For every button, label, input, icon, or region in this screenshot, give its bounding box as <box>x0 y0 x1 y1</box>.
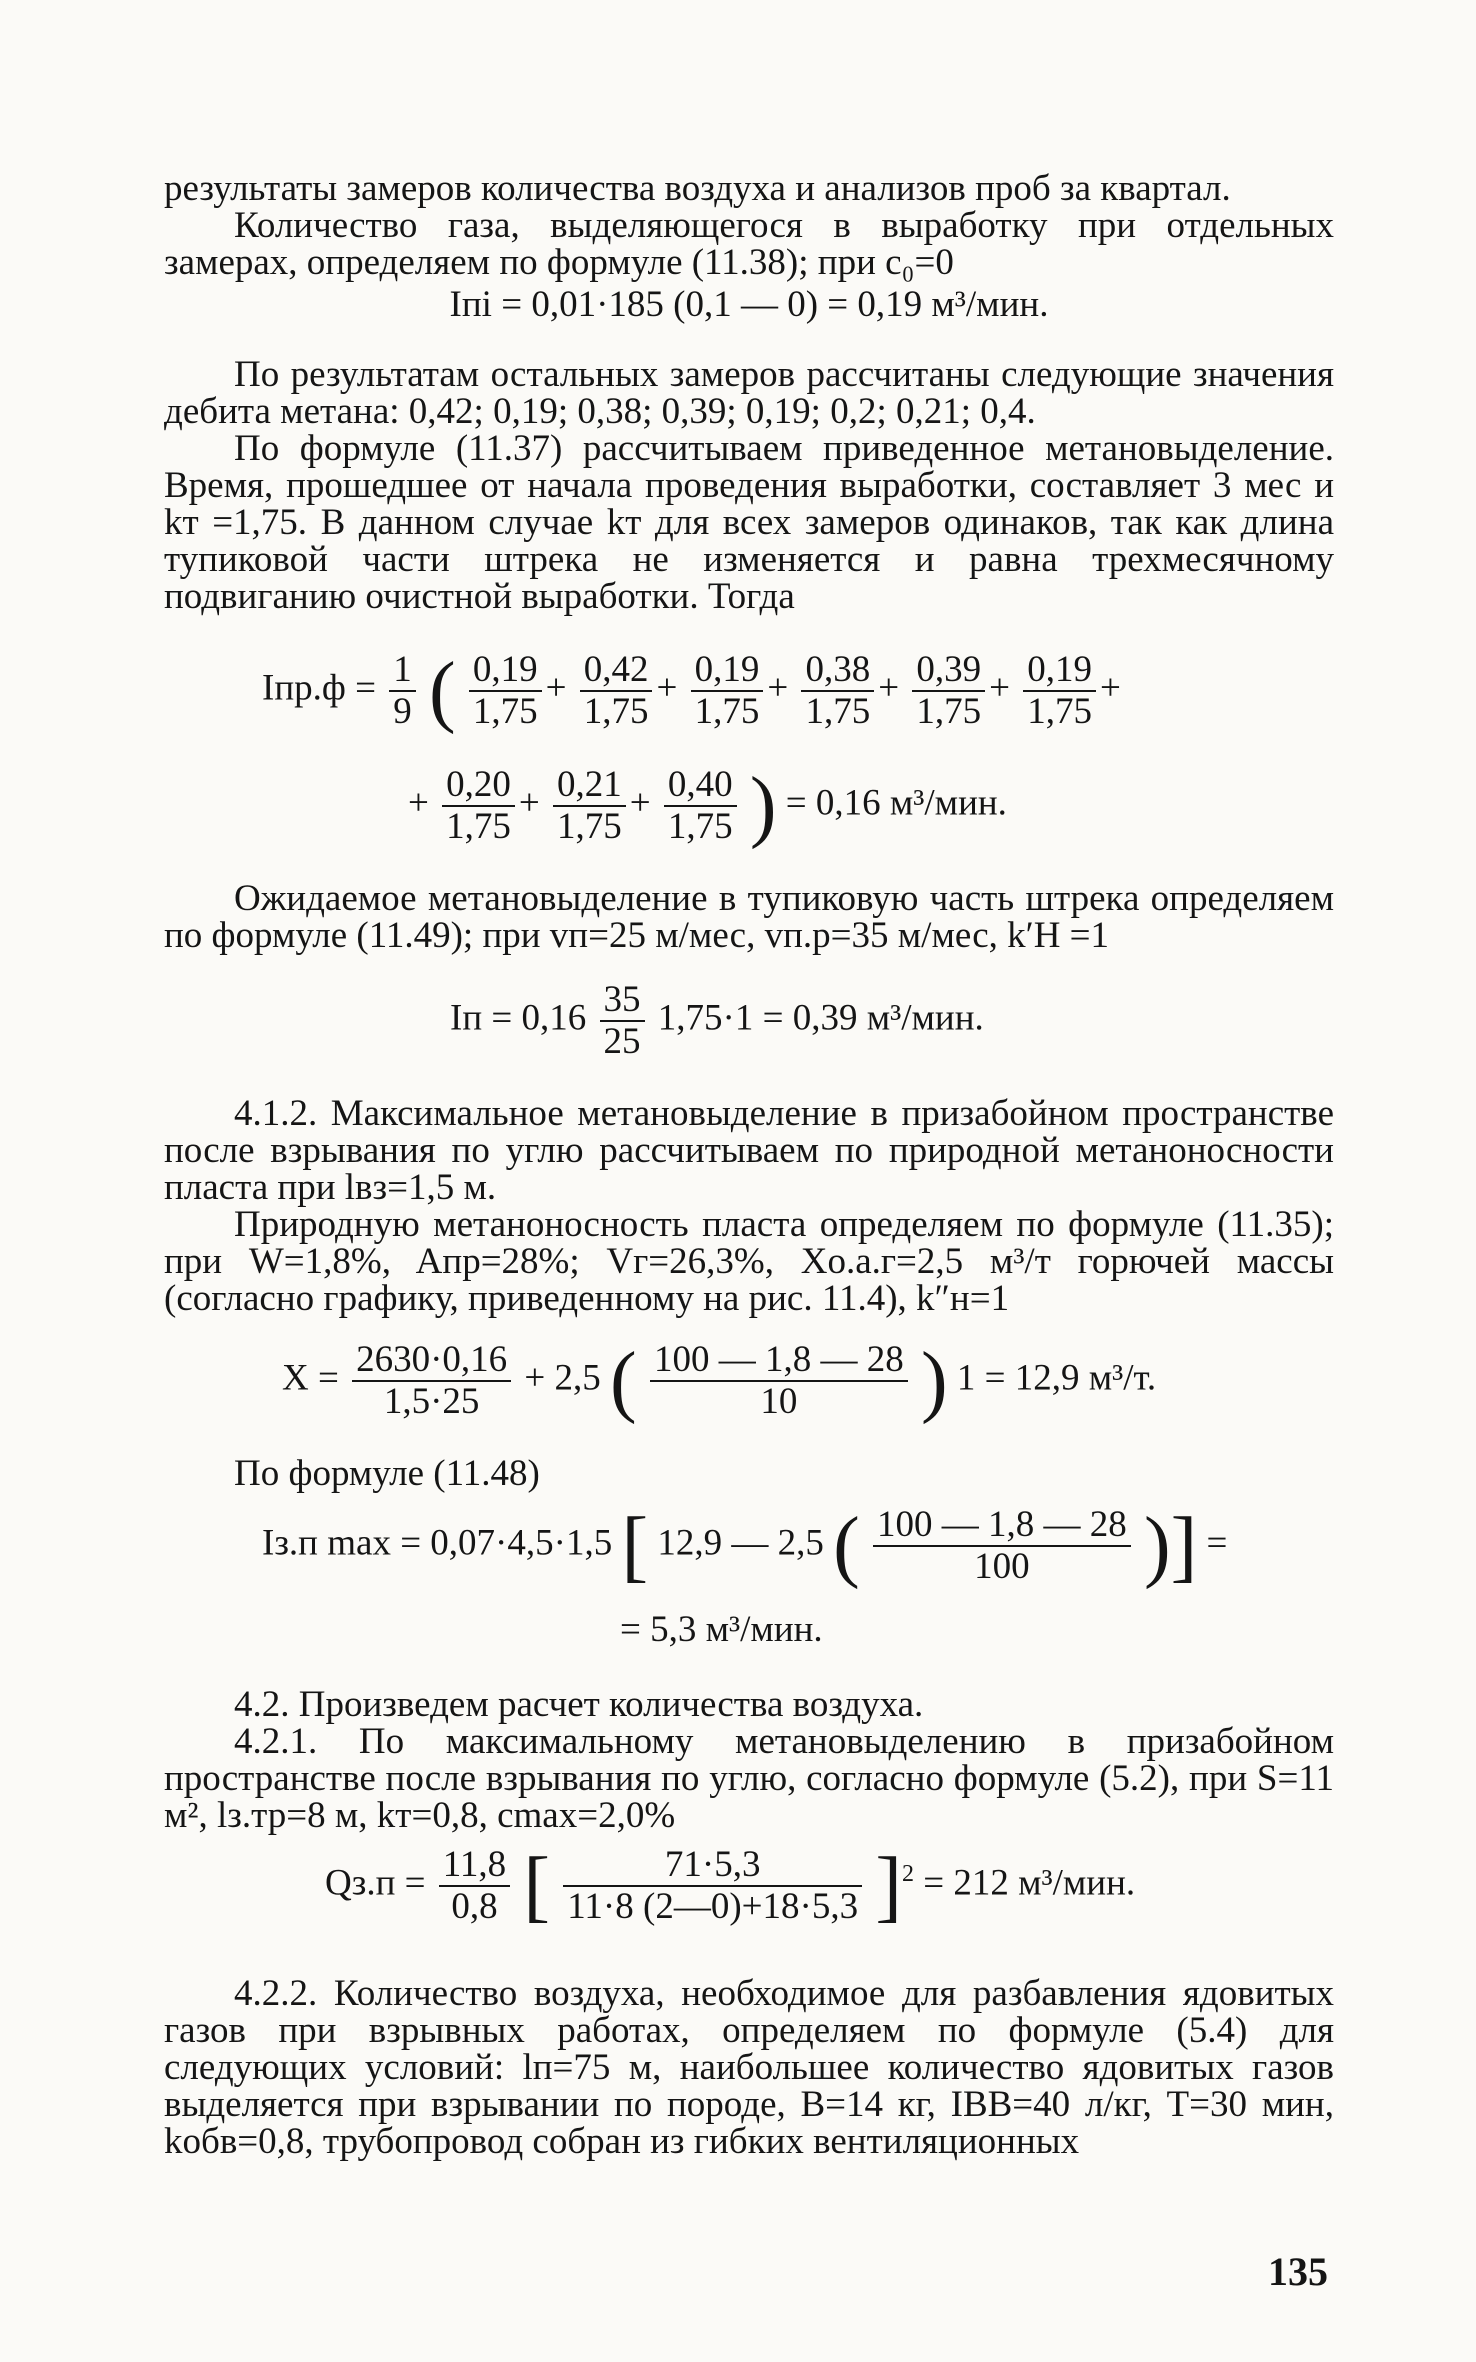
f2-term-4: $\frac{0,38}{1,75}$ <box>801 650 874 732</box>
formula-gas-single: Iпi = 0,01·185 (0,1 — 0) = 0,19 м³/мин. <box>449 284 1049 325</box>
paragraph-block-air <box>164 1686 1334 1834</box>
paragraph-3: По результатам остальных замеров рассчитаны следующие значения дебита метана: 0,42; 0,19; 0,38; 0,39; 0,19; 0,2; 0,21; 0,4. <box>164 354 1334 432</box>
f5-inner: 12,9 — 2,5 <box>657 1522 824 1564</box>
f2-paren-open: ( <box>428 647 456 735</box>
f2-term-5: $\frac{0,39}{1,75}$ <box>912 650 985 732</box>
f4-mid: + 2,5 <box>524 1357 601 1399</box>
f3-lhs: Iп = 0,16 <box>450 997 587 1039</box>
f2-term-8: $\frac{0,21}{1,75}$ <box>553 765 626 847</box>
formula-max-methane-result: = 5,3 м³/мин. <box>620 1609 823 1650</box>
f5-equals: = <box>1206 1522 1228 1564</box>
f6-power: 2 <box>901 1861 914 1888</box>
page-number: 135 <box>1268 2249 1328 2294</box>
formula-reduced-methane-line2: + $\frac{0,20}{1,75}$ + $\frac{0,21}{1,75}$ + $\frac{0,40}{1,75}$ ) = 0,16 м³/мин. <box>408 762 1007 850</box>
f4-frac-1: $\frac{2630\cdot 0,16}{1,5\cdot 25}$ <box>352 1340 511 1422</box>
paragraph-11: 4.2.2. Количество воздуха, необходимое для разбавления ядовитых газов при взрывных работах, определяем по формуле (5.4) для следующих условий: lп=75 м, наибольшее количество ядовитых газов выделяется при взрывании по породе, B=14 кг, IВВ=40 л/кг, T=30 мин, kобв=0,8, трубопровод собран из гибких вентиляционных <box>164 1973 1334 2162</box>
f6-lhs: Qз.п = <box>325 1862 426 1904</box>
paragraph-5: Ожидаемое метановыделение в тупиковую часть штрека определяем по формуле (11.49); при vп=25 м/мес, vп.р=35 м/мес, k′H =1 <box>164 878 1334 956</box>
paragraph-6: 4.1.2. Максимальное метановыделение в призабойном пространстве после взрывания по углю рассчитываем по природной метаноносности пласта при lвз=1,5 м. <box>164 1093 1334 1208</box>
f2-lhs: Iпр.ф = <box>262 667 376 709</box>
f6-frac-2: $\frac{71\cdot 5,3}{11\cdot 8 (2—0)+18\cdot 5,3}$ <box>563 1845 862 1927</box>
paragraph-4: По формуле (11.37) рассчитываем приведенное метановыделение. Время, прошедшее от начала проведения выработки, составляет 3 мес и kт =1,75. В данном случае kт для всех замеров одинаков, так как длина тупиковой части штрека не изменяется и равна трехмесячному подвиганию очистной выработки. Тогда <box>164 428 1334 617</box>
f2-paren-close: ) <box>749 762 777 850</box>
paragraph-2: Количество газа, выделяющегося в выработку при отдельных замерах, определяем по формуле (11.38); при c₀=0 <box>164 205 1334 283</box>
paragraph-block-toxic-gases <box>164 1975 1334 2160</box>
formula-max-methane: Iз.п max = 0,07·4,5·1,5 [ 12,9 — 2,5 ( $\frac{100 — 1,8 — 28}{100}$ )] = <box>262 1502 1228 1590</box>
paragraph-block-formula-ref <box>164 1455 1334 1492</box>
f6-frac-1: $\frac{11,8}{0,8}$ <box>439 1845 510 1927</box>
formula-air-quantity: Qз.п = $\frac{11,8}{0,8}$ [ $\frac{71\cdot 5,3}{11\cdot 8 (2—0)+18\cdot 5,3}$ ]$^2$ = 212 м³/мин. <box>325 1842 1136 1930</box>
paragraph-block-max-methane <box>164 1095 1334 1317</box>
f2-term-7: $\frac{0,20}{1,75}$ <box>442 765 515 847</box>
f3-rhs: 1,75·1 = 0,39 м³/мин. <box>657 997 984 1039</box>
formula-reduced-methane-line1: Iпр.ф = $\frac{1}{9}$ ( $\frac{0,19}{1,75}$ + $\frac{0,42}{1,75}$ + $\frac{0,19}{1,75}$ + $\frac{0,38}{1,75}$ + $\frac{0,39}{1,75}$ + $\frac{0,19}{1,75}$ + <box>262 647 1121 735</box>
f2-term-3: $\frac{0,19}{1,75}$ <box>691 650 764 732</box>
f4-lhs: X = <box>282 1357 339 1399</box>
paragraph-block-methane <box>164 356 1334 615</box>
f2-term-9: $\frac{0,40}{1,75}$ <box>664 765 737 847</box>
paragraph-8: По формуле (11.48) <box>234 1453 540 1494</box>
paragraph-block-expected <box>164 880 1334 954</box>
f3-ratio: $\frac{35}{25}$ <box>600 980 645 1062</box>
formula-gas-content: X = $\frac{2630\cdot 0,16}{1,5\cdot 25}$ + 2,5 ( $\frac{100 — 1,8 — 28}{10}$ ) 1 = 12,9 м³/т. <box>282 1337 1157 1425</box>
f4-rhs: 1 = 12,9 м³/т. <box>956 1357 1157 1399</box>
f5-lhs: Iз.п max = 0,07·4,5·1,5 <box>262 1522 613 1564</box>
paragraph-7: Природную метаноносность пласта определяем по формуле (11.35); при W=1,8%, Aпр=28%; Vг=26,3%, Xо.а.г=2,5 м³/т горючей массы (согласно графику, приведенному на рис. 11.4), k″н=1 <box>164 1204 1334 1319</box>
formula-expected-methane <box>450 980 1476 1062</box>
f4-frac-2: $\frac{100 — 1,8 — 28}{10}$ <box>650 1340 908 1422</box>
paragraph-9: 4.2. Произведем расчет количества воздуха. <box>234 1684 924 1725</box>
paragraph-intro <box>164 170 1334 281</box>
paragraph-10: 4.2.1. По максимальному метановыделению в призабойном пространстве после взрывания по углю, согласно формуле (5.2), при S=11 м², lз.тр=8 м, kт=0,8, cmax=2,0% <box>164 1721 1334 1836</box>
f2-term-1: $\frac{0,19}{1,75}$ <box>469 650 542 732</box>
f5-frac: $\frac{100 — 1,8 — 28}{100}$ <box>873 1505 1131 1587</box>
paragraph-1: результаты замеров количества воздуха и анализов проб за квартал. <box>164 168 1231 209</box>
f6-rhs: = 212 м³/мин. <box>923 1862 1136 1904</box>
f2-prefactor: $\frac{1}{9}$ <box>389 650 416 732</box>
f2-result: = 0,16 м³/мин. <box>785 782 1007 824</box>
f2-term-6: $\frac{0,19}{1,75}$ <box>1023 650 1096 732</box>
f2-term-2: $\frac{0,42}{1,75}$ <box>580 650 653 732</box>
